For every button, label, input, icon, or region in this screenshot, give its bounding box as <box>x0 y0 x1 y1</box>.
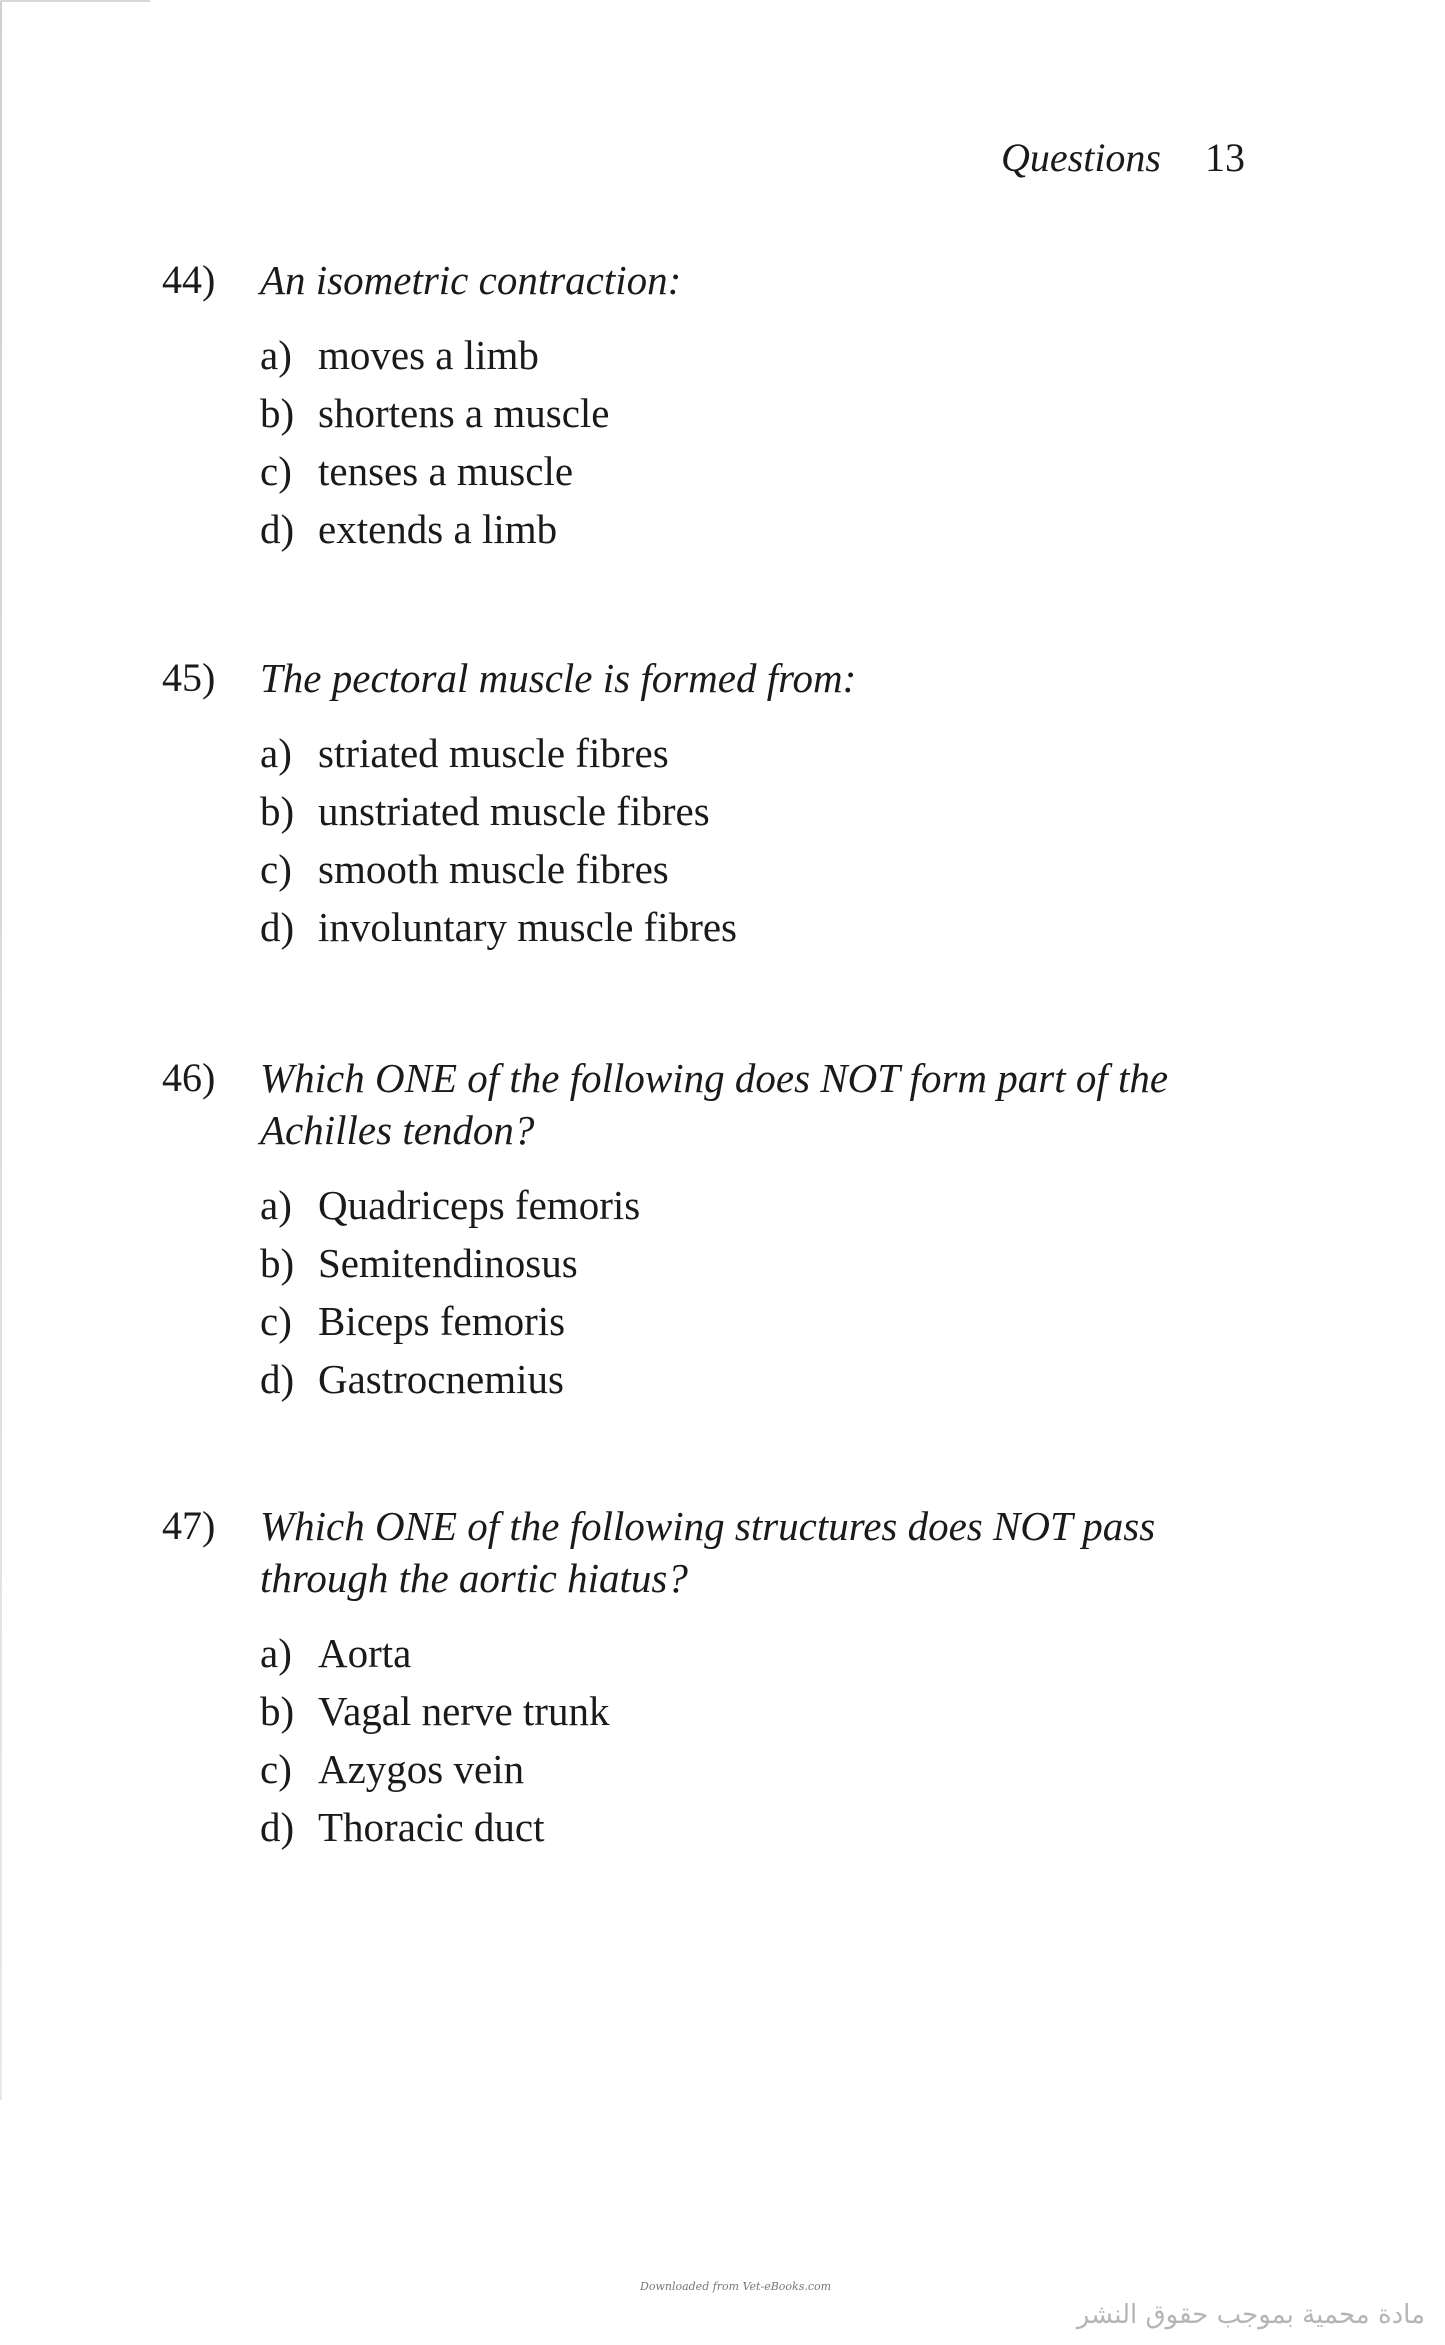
option-letter: b) <box>260 1688 295 1734</box>
option-letter: a) <box>260 1630 292 1676</box>
option-a <box>260 326 1252 384</box>
question-text: The pectoral muscle is formed from: <box>260 655 857 701</box>
option-a <box>260 724 1252 782</box>
page-edge-shadow <box>0 0 2 2100</box>
option-c <box>260 840 1252 898</box>
option-text: Thoracic duct <box>318 1804 545 1850</box>
question-text: Which ONE of the following does NOT form part of the Achilles tendon? <box>260 1055 1169 1153</box>
scan-top-mark <box>0 0 150 2</box>
option-letter: a) <box>260 1182 292 1228</box>
option-list <box>260 1624 1252 1856</box>
option-text: tenses a muscle <box>318 448 574 494</box>
option-letter: b) <box>260 390 295 436</box>
option-c <box>260 1292 1252 1350</box>
option-letter: d) <box>260 506 295 552</box>
question-stem <box>162 1052 1252 1156</box>
option-text: Quadriceps femoris <box>318 1182 641 1228</box>
option-letter: d) <box>260 1804 295 1850</box>
option-text: striated muscle fibres <box>318 730 669 776</box>
option-a <box>260 1176 1252 1234</box>
question-stem <box>162 254 1252 306</box>
question-text: An isometric contraction: <box>260 257 682 303</box>
question-text: Which ONE of the following structures does NOT pass through the aortic hiatus? <box>260 1503 1156 1601</box>
option-d <box>260 1798 1252 1856</box>
option-c <box>260 1740 1252 1798</box>
option-letter: c) <box>260 846 292 892</box>
running-head <box>1001 134 1245 181</box>
question-47 <box>162 1500 1252 1856</box>
option-text: unstriated muscle fibres <box>318 788 710 834</box>
question-45 <box>162 652 1252 956</box>
question-number: 44) <box>162 257 216 302</box>
option-letter: b) <box>260 1240 295 1286</box>
option-b <box>260 1234 1252 1292</box>
option-list <box>260 724 1252 956</box>
page-number: 13 <box>1205 135 1245 180</box>
option-letter: b) <box>260 788 295 834</box>
option-text: Gastrocnemius <box>318 1356 564 1402</box>
option-letter: a) <box>260 332 292 378</box>
option-text: Biceps femoris <box>318 1298 566 1344</box>
option-list <box>260 1176 1252 1408</box>
running-head-title: Questions <box>1001 135 1161 180</box>
download-credit: Downloaded from Vet-eBooks.com <box>640 2280 832 2293</box>
option-a <box>260 1624 1252 1682</box>
question-stem <box>162 1500 1252 1604</box>
question-46 <box>162 1052 1252 1408</box>
question-stem <box>162 652 1252 704</box>
option-b <box>260 782 1252 840</box>
option-list <box>260 326 1252 558</box>
option-text: Aorta <box>318 1630 412 1676</box>
option-letter: d) <box>260 1356 295 1402</box>
option-text: Azygos vein <box>318 1746 525 1792</box>
option-d <box>260 1350 1252 1408</box>
option-letter: c) <box>260 448 292 494</box>
option-letter: a) <box>260 730 292 776</box>
option-text: shortens a muscle <box>318 390 610 436</box>
option-c <box>260 442 1252 500</box>
option-text: involuntary muscle fibres <box>318 904 738 950</box>
option-text: extends a limb <box>318 506 558 552</box>
option-text: smooth muscle fibres <box>318 846 669 892</box>
option-d <box>260 500 1252 558</box>
question-number: 47) <box>162 1503 216 1548</box>
option-text: moves a limb <box>318 332 539 378</box>
option-b <box>260 1682 1252 1740</box>
question-number: 46) <box>162 1055 216 1100</box>
option-d <box>260 898 1252 956</box>
option-b <box>260 384 1252 442</box>
option-letter: d) <box>260 904 295 950</box>
copyright-stamp: مادة محمية بموجب حقوق النشر <box>1076 2300 1425 2330</box>
option-letter: c) <box>260 1298 292 1344</box>
question-44 <box>162 254 1252 558</box>
question-number: 45) <box>162 655 216 700</box>
option-text: Semitendinosus <box>318 1240 578 1286</box>
option-text: Vagal nerve trunk <box>318 1688 610 1734</box>
option-letter: c) <box>260 1746 292 1792</box>
